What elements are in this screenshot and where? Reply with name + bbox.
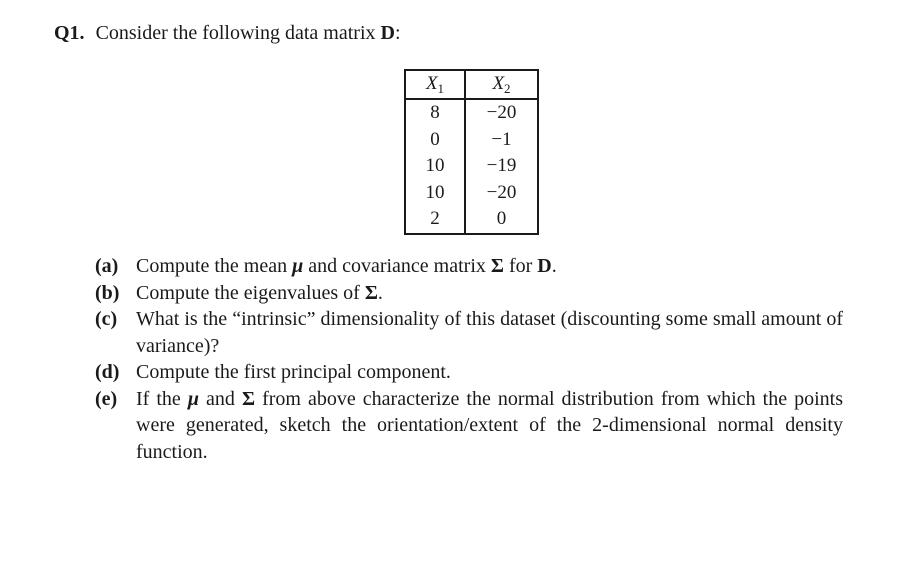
part-label: (e) — [95, 387, 118, 410]
part-text: What is the “intrinsic” dimensionality of this dataset (discounting some small amount of variance)? — [136, 308, 843, 357]
table-cell: 10 — [405, 153, 465, 180]
part-b — [95, 280, 843, 307]
mu-symbol: μ — [187, 387, 199, 410]
question-header — [54, 20, 401, 46]
matrix-symbol: D — [537, 255, 552, 277]
table-cell: −1 — [491, 128, 512, 150]
part-c — [95, 306, 843, 359]
sigma-symbol: Σ — [241, 387, 256, 410]
column-header-x2: $X_2$ — [465, 70, 538, 99]
matrix-name: D — [380, 22, 395, 44]
part-e — [95, 386, 843, 466]
part-text: If the μ and Σ from above characterize the normal distribution from which the points were generated, sketch the orientation/extent of the 2-dimensional normal density function. — [136, 387, 844, 463]
table-cell: −19 — [486, 155, 517, 177]
table-cell: 8 — [405, 99, 465, 127]
column-header-x1: $X_1$ — [405, 70, 465, 99]
part-label: (c) — [95, 308, 118, 330]
table-cell: 10 — [405, 180, 465, 207]
part-label: (a) — [95, 255, 119, 277]
part-d — [95, 359, 843, 386]
table-cell: 2 — [405, 206, 465, 234]
table-cell: −20 — [486, 181, 517, 203]
table-cell: 0 — [496, 208, 507, 230]
part-label: (d) — [95, 361, 120, 383]
part-text: Compute the mean μ and covariance matrix Σ for D. — [136, 255, 557, 277]
header-colon: : — [394, 22, 401, 44]
question-number: Q1. — [54, 22, 85, 44]
sigma-symbol: Σ — [364, 281, 378, 304]
question-intro-text: Consider the following data matrix — [95, 22, 376, 44]
part-a — [95, 253, 843, 280]
table-header-row — [405, 70, 538, 99]
table-row — [405, 180, 538, 207]
table-row — [405, 153, 538, 180]
table-row — [405, 127, 538, 154]
table-row — [405, 206, 538, 234]
part-text: Compute the eigenvalues of Σ. — [136, 281, 383, 304]
sigma-symbol: Σ — [490, 255, 504, 277]
table-cell: 0 — [405, 127, 465, 154]
table-row — [405, 99, 538, 127]
mu-symbol: μ — [292, 255, 304, 277]
part-text: Compute the first principal component. — [136, 361, 451, 383]
question-parts-list — [95, 253, 843, 465]
data-matrix-table — [404, 69, 539, 235]
table-cell: −20 — [486, 102, 517, 124]
part-label: (b) — [95, 281, 120, 304]
